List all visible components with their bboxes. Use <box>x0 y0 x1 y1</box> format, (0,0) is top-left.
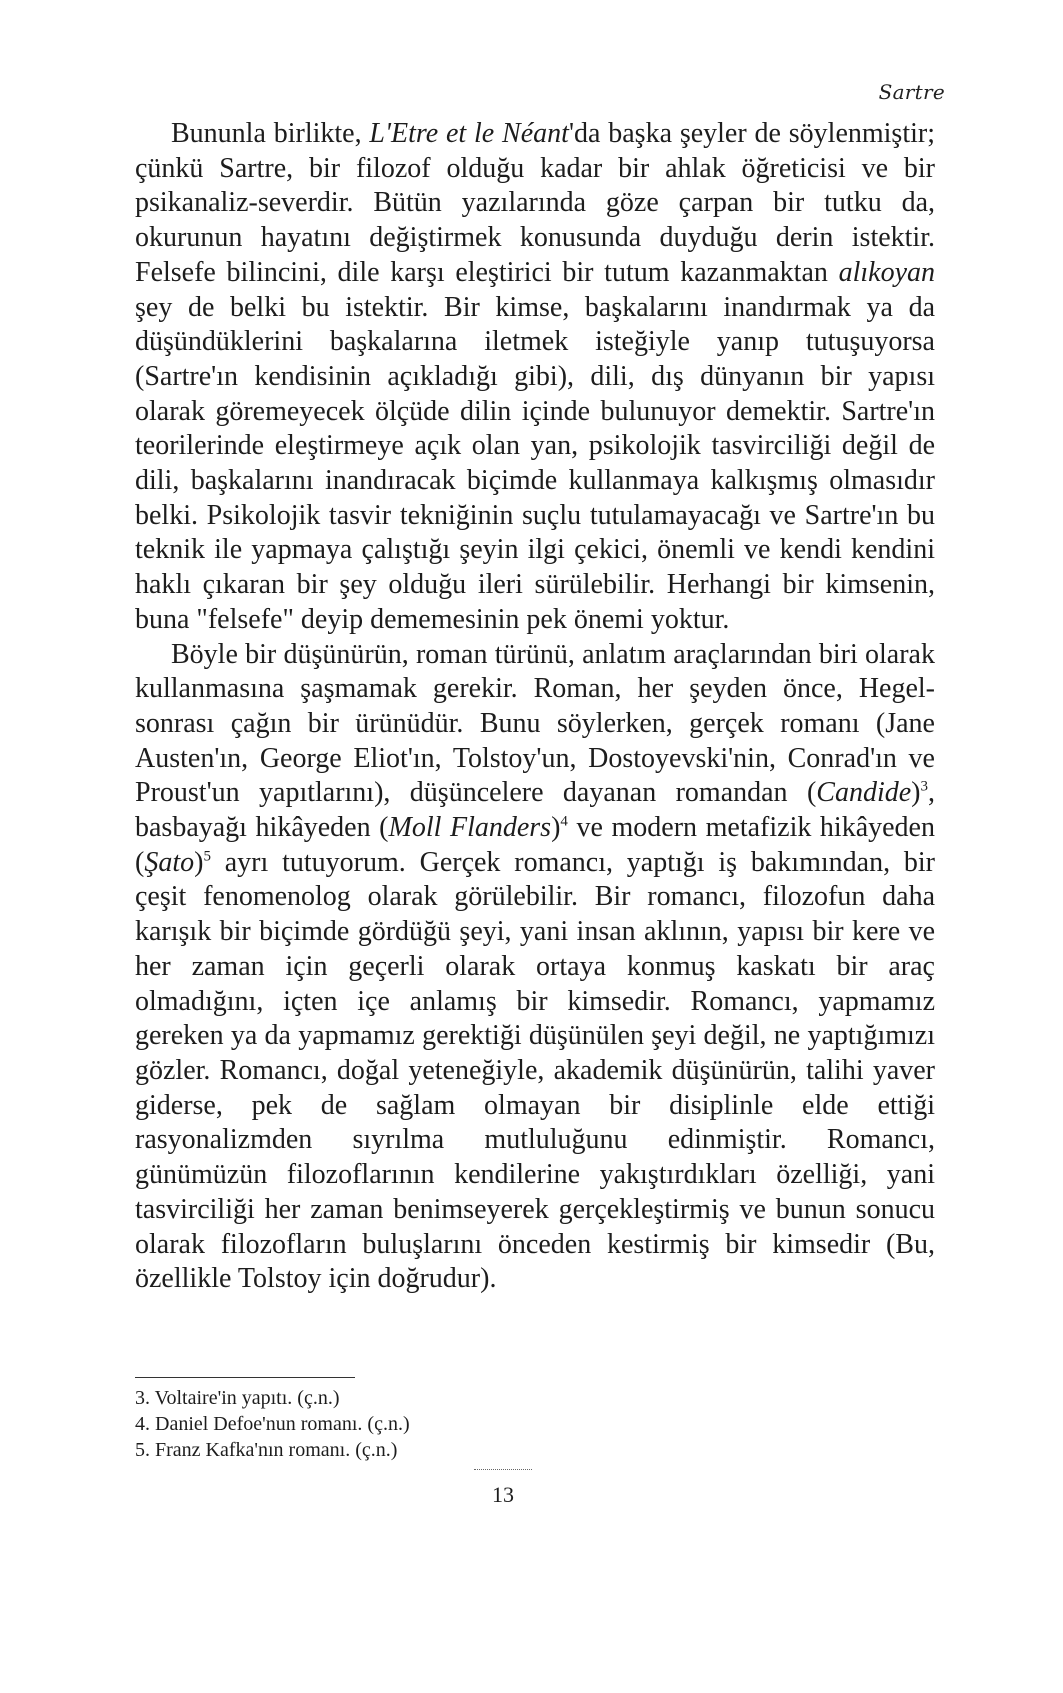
footnote-4: 4. Daniel Defoe'nun romanı. (ç.n.) <box>135 1413 410 1435</box>
page-number: 13 <box>492 1482 514 1507</box>
paragraph-2-text: ayrı tutuyorum. Gerçek romancı, yaptığı iş bakımından, bir çeşit fenomenolog olarak görülebilir. Bir romancı, filozofun daha karışık bir biçimde gördüğü şeyi, yani insan aklının, yapısı bir kere ve her zaman için geçerli olarak ortaya konmuş kaskatı bir araç olmadığını, içten içe anlamış bir kimsedir. Romancı, yapmamız gereken ya da yapmamız gerektiği düşünülen şeyi değil, ne yaptığımızı gözler. Romancı, doğal yeteneğiyle, akademik düşünürün, talihi yaver giderse, pek de sağlam olmayan bir disiplinle elde ettiği rasyonalizmden sıyrılma mutluluğunu edinmiştir. Romancı, günümüzün filozoflarının kendilerine yakıştırdıkları özelliği, yani tasvirciliği her zaman benimseyerek gerçekleştirmiş ve bunun sonucu olarak filozofların buluşlarını önceden kestirmiş bir kimsedir (Bu, özellikle Tolstoy için doğrudur). <box>135 846 935 1295</box>
book-title-italic: Şato <box>144 846 195 878</box>
paragraph-1-text: şey de belki bu istektir. Bir kimse, başkalarını inandırmak ya da düşündüklerini başkalarına iletmek isteğiyle yanıp tutuşuyorsa (Sartre'ın kendisinin açıkladığı gibi), dili, dış dünyanın bir yapısı olarak göremeyecek ölçüde dilin içinde bulunuyor demektir. Sartre'ın teorilerinde eleştirmeye açık olan yan, psikolojik tasvirciliği değil de dili, başkalarını inandıracak biçimde kullanmaya kalkışmış olmasıdır belki. Psikolojik tasvir tekniğinin suçlu tutulamayacağı ve Sartre'ın bu teknik ile yapmaya çalıştığı şeyin ilgi çekici, önemli ve kendi kendini haklı çıkaran bir şey olduğu ileri sürülebilir. Herhangi bir kimsenin, buna "felsefe" deyip dememesinin pek önemi yoktur. <box>135 291 935 635</box>
paragraph-2 <box>135 638 935 1297</box>
page-number-divider <box>474 1469 532 1470</box>
book-title-italic: Candide <box>816 777 912 809</box>
footnote-5: 5. Franz Kafka'nın romanı. (ç.n.) <box>135 1439 398 1461</box>
book-title-italic: L'Etre et le Néant <box>369 118 569 149</box>
paragraph-1 <box>135 117 935 638</box>
footnote-ref-5[interactable]: 5 <box>203 848 211 865</box>
paragraph-2-text: Böyle bir düşünürün, roman türünü, anlatım araçlarından biri olarak kullanmasına şaşmamak gerekir. Roman, her şeyden önce, Hegel-sonrası çağın bir ürünüdür. Bunu söylerken, gerçek romanı (Jane Austen'ın, George Eliot'ın, Tolstoy'un, Dostoyevski'nin, Conrad'ın ve Proust'un yapıtlarını), düşüncelere dayanan romandan ( <box>135 638 935 809</box>
paragraph-2-text: ve modern metafizik hikâyeden ( <box>135 812 935 878</box>
paragraph-1-text: 'da başka şeyler de söylenmiştir; çünkü Sartre, bir filozof olduğu kadar bir ahlak öğreticisi ve bir psikanaliz-severdir. Bütün yazılarında göze çarpan bir tutku da, okurunun hayatını değiştirmek konusunda duyduğu derin istektir. Felsefe bilincini, dile karşı eleştirici bir tutum kazanmaktan <box>135 118 935 288</box>
running-head: Sartre <box>878 80 945 104</box>
book-title-italic: Moll Flanders <box>388 812 552 844</box>
footnote-divider <box>135 1377 355 1378</box>
paragraph-2-text: ) <box>911 777 921 809</box>
body-text <box>135 117 935 1297</box>
emphasized-word: alıkoyan <box>838 256 935 288</box>
paragraph-2-text: ) <box>551 812 561 844</box>
footnote-ref-3[interactable]: 3 <box>920 779 928 796</box>
footnote-3: 3. Voltaire'in yapıtı. (ç.n.) <box>135 1387 340 1409</box>
paragraph-2-text: , basbayağı hikâyeden ( <box>135 777 935 844</box>
footnotes <box>135 1385 735 1463</box>
paragraph-1-text: Bununla birlikte, <box>171 118 370 149</box>
footnote-ref-4[interactable]: 4 <box>560 813 568 830</box>
paragraph-2-text: ) <box>194 846 204 878</box>
